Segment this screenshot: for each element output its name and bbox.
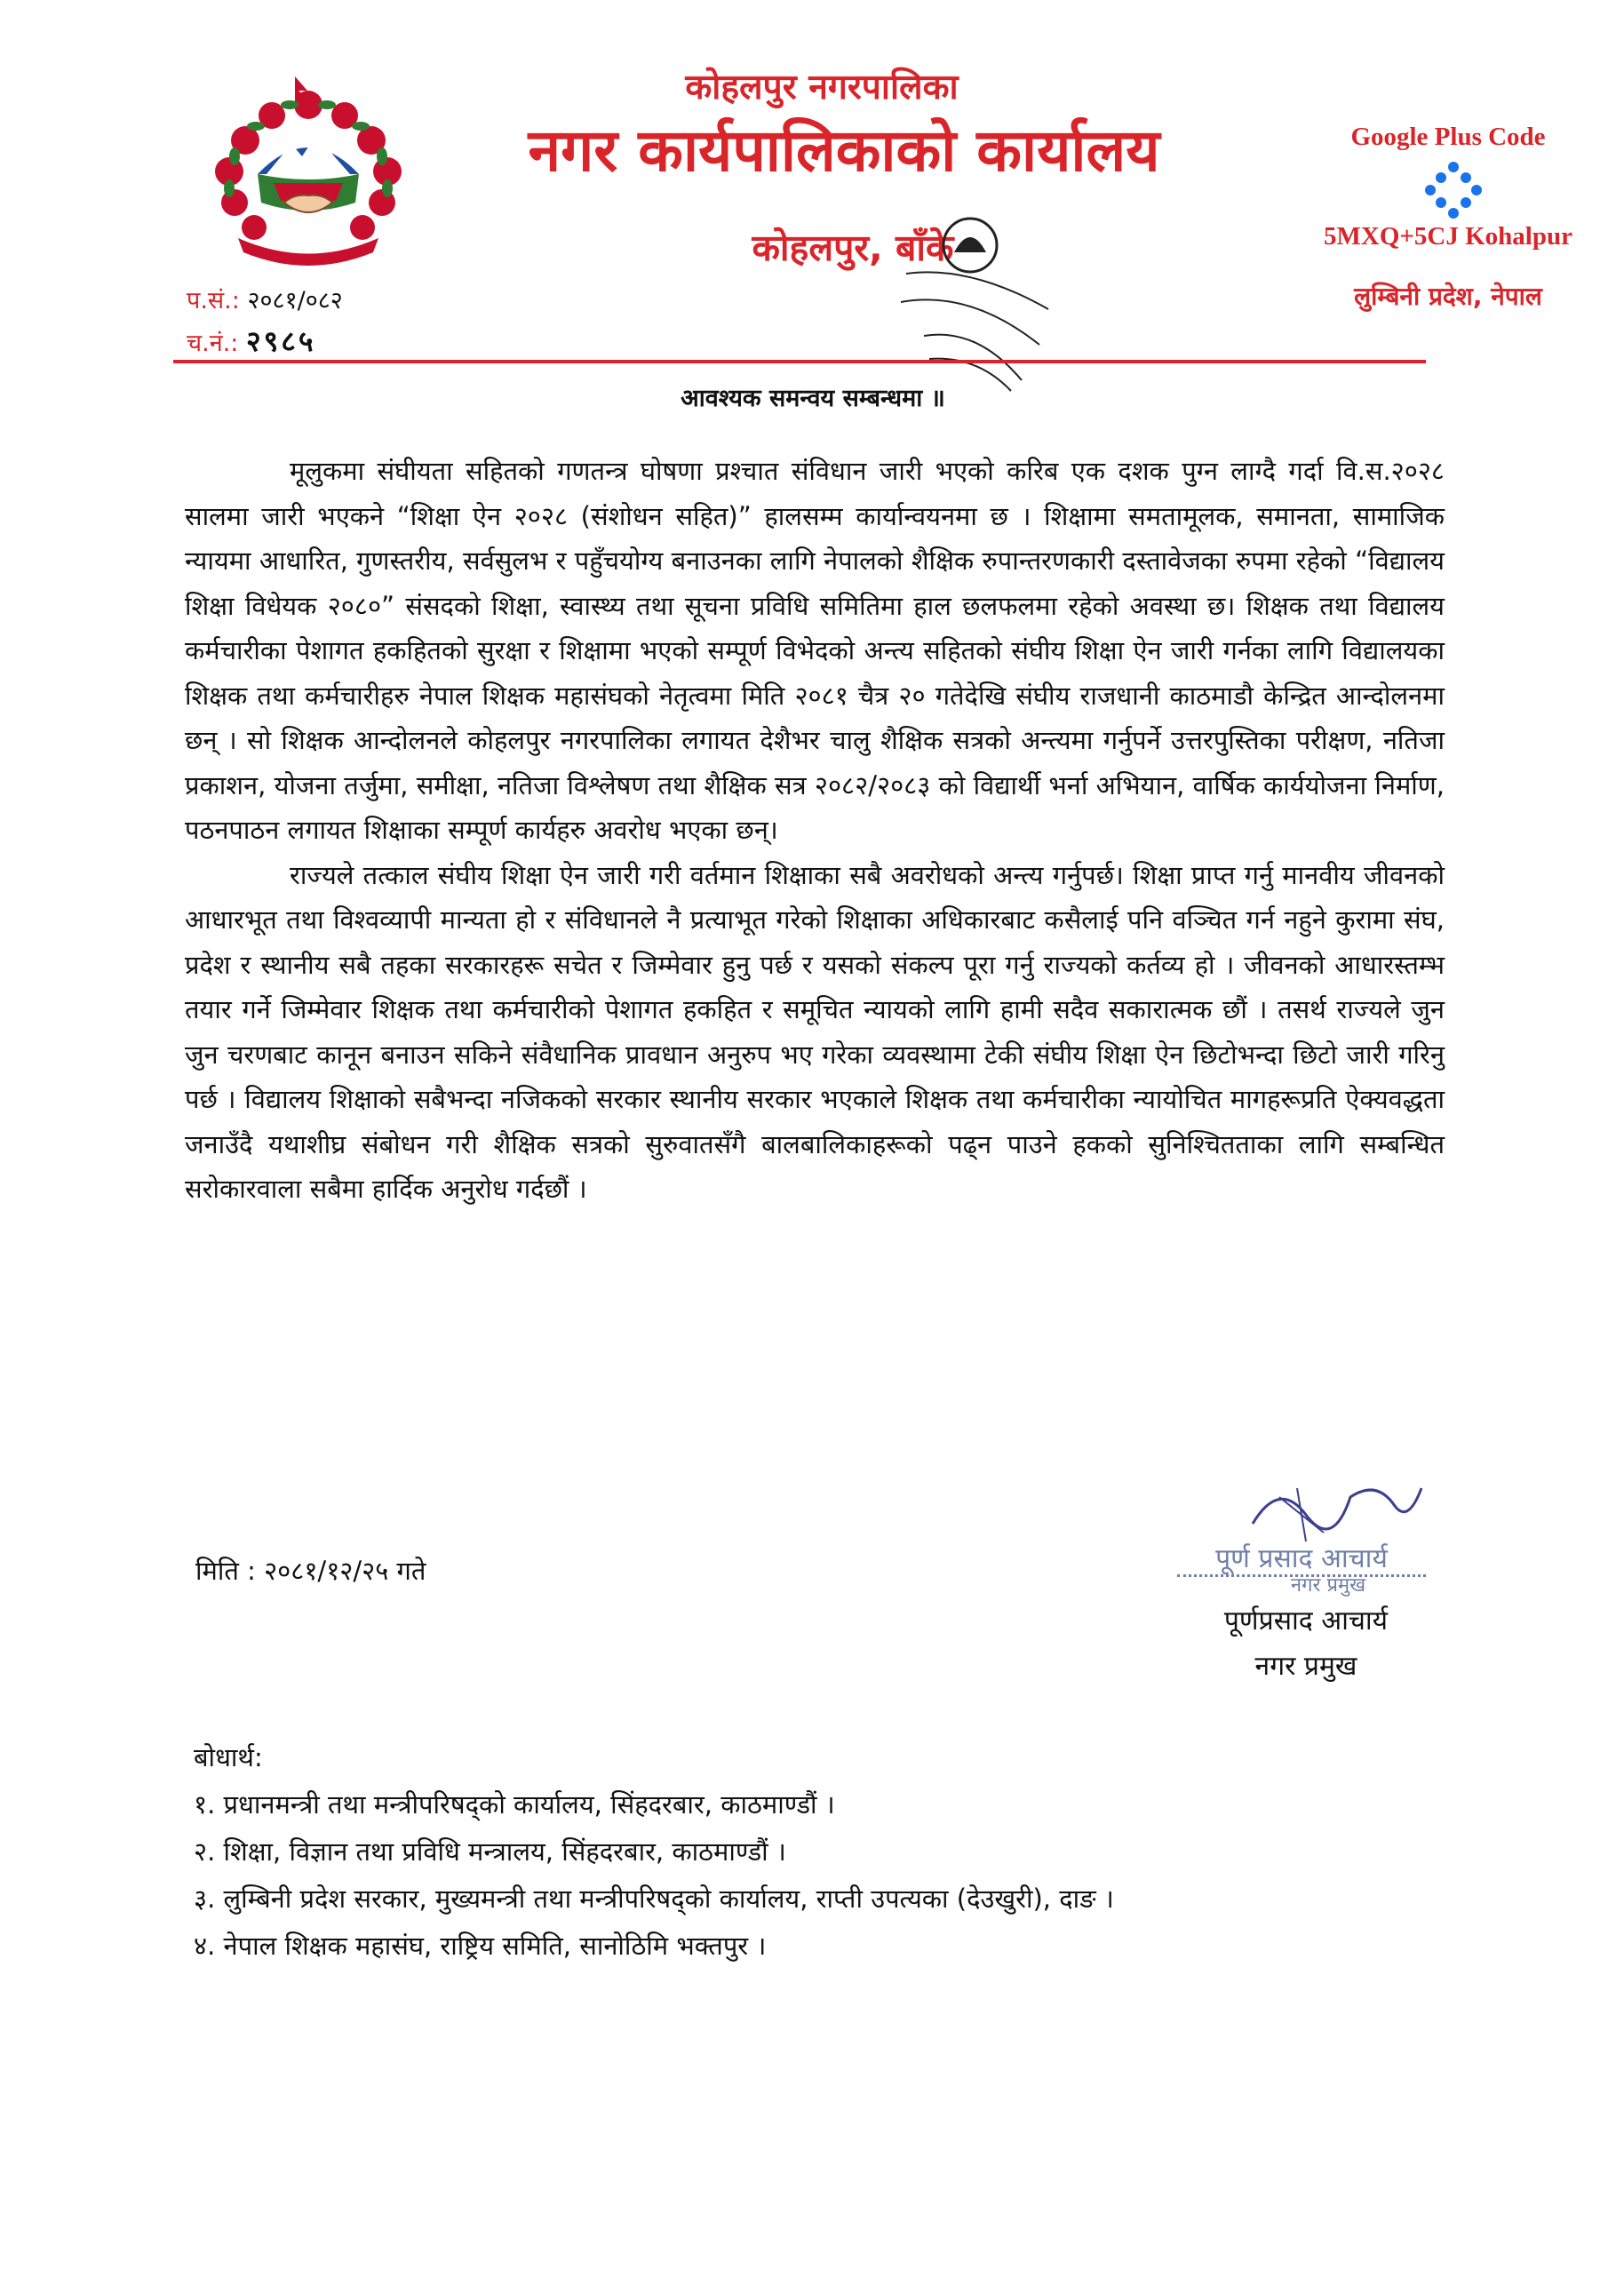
handwritten-signature-icon (1244, 1462, 1430, 1550)
cc-list (194, 1781, 1114, 1970)
header-divider (173, 360, 1426, 363)
plus-code-label: Google Plus Code (1350, 123, 1546, 151)
body-paragraph-1: मूलुकमा संघीयता सहितको गणतन्त्र घोषणा प्रश्चात संविधान जारी भएको करिब एक दशक पुग्न लाग्दै गर्दा वि.स.२०२८ सालमा जारी भएकने “शिक्षा ऐन २०२८ (संशोधन सहित)” हालसम्म कार्यान्वयनमा छ । शिक्षामा समतामूलक, समानता, सामाजिक न्यायमा आधारित, गुणस्तरीय, सर्वसुलभ र पहुँचयोग्य बनाउनका लागि नेपालको शैक्षिक रुपान्तरणकारी दस्तावेजका रुपमा रहेको “विद्यालय शिक्षा विधेयक २०८०” संसदको शिक्षा, स्वास्थ्य तथा सूचना प्रविधि समितिमा हाल छलफलमा रहेको अवस्था छ। शिक्षक तथा विद्यालय कर्मचारीका पेशागत हकहितको सुरक्षा र शिक्षामा भएको सम्पूर्ण विभेदको अन्त्य सहितको संघीय शिक्षा ऐन जारी गर्नका लागि विद्यालयका शिक्षक तथा कर्मचारीहरु नेपाल शिक्षक महासंघको नेतृत्वमा मिति २०८१ चैत्र २० गतेदेखि संघीय राजधानी काठमाडौ केन्द्रित आन्दोलनमा छन् । सो शिक्षक आन्दोलनले कोहलपुर नगरपालिका लगायत देशैभर चालु शैक्षिक सत्रको अन्त्यमा गर्नुपर्ने उत्तरपुस्तिका परीक्षण, नतिजा प्रकाशन, योजना तर्जुमा, समीक्षा, नतिजा विश्लेषण तथा शैक्षिक सत्र २०८२/२०८३ को विद्यार्थी भर्ना अभियान, वार्षिक कार्ययोजना निर्माण, पठनपाठन लगायत शिक्षाका सम्पूर्ण कार्यहरु अवरोध भएका छन्। (185, 456, 1445, 845)
letter-subject: आवश्यक समन्वय सम्बन्धमा ॥ (681, 385, 945, 412)
ref-number-value: २०८१/०८२ (247, 287, 343, 315)
signatory-name: पूर्णप्रसाद आचार्य (1223, 1605, 1389, 1637)
seal-name: पूर्ण प्रसाद आचार्य (1215, 1543, 1388, 1574)
google-plus-code-icon (1421, 158, 1485, 222)
office-stamp-icon (888, 203, 1093, 396)
dispatch-number-label: च.नं.: (187, 330, 239, 357)
office-location: कोहलपुर, बाँके (752, 227, 954, 269)
cc-heading: बोधार्थ: (194, 1742, 263, 1772)
ref-number-label: प.सं.: (187, 287, 240, 315)
ref-number (187, 283, 343, 315)
province-address: लुम्बिनी प्रदेश, नेपाल (1354, 282, 1542, 311)
cc-item: १. प्रधानमन्त्री तथा मन्त्रीपरिषद्को कार्यालय, सिंहदरबार, काठमाण्डौं । (194, 1789, 835, 1820)
cc-item: ३. लुम्बिनी प्रदेश सरकार, मुख्यमन्त्री तथा मन्त्रीपरिषद्को कार्यालय, राप्ती उपत्यका (देउखुरी), दाङ । (194, 1884, 1114, 1914)
office-title: नगर कार्यपालिकाको कार्यालय (528, 116, 1160, 185)
plus-code-value: 5MXQ+5CJ Kohalpur (1324, 222, 1572, 251)
cc-item: २. शिक्षा, विज्ञान तथा प्रविधि मन्त्रालय, सिंहदरबार, काठमाण्डौं । (194, 1836, 786, 1867)
municipality-name: कोहलपुर नगरपालिका (685, 68, 959, 108)
cc-item: ४. नेपाल शिक्षक महासंघ, राष्ट्रिय समिति, सानोठिमि भक्तपुर । (194, 1931, 767, 1961)
letter-body (185, 449, 1445, 1212)
nepal-emblem-icon (203, 69, 414, 272)
letter-date: मिति : २०८१/१२/२५ गते (195, 1556, 426, 1586)
dispatch-number (187, 322, 316, 360)
dispatch-number-value: २९८५ (246, 324, 316, 358)
body-paragraph-2: राज्यले तत्काल संघीय शिक्षा ऐन जारी गरी वर्तमान शिक्षाका सबै अवरोधको अन्त्य गर्नुपर्छ। शिक्षा प्राप्त गर्नु मानवीय जीवनको आधारभूत तथा विश्वव्यापी मान्यता हो र संविधानले नै प्रत्याभूत गरेको शिक्षाका अधिकारबाट कसैलाई पनि वञ्चित गर्न नहुने कुरामा संघ, प्रदेश र स्थानीय सबै तहका सरकारहरू सचेत र जिम्मेवार हुनु पर्छ र यसको संकल्प पूरा गर्नु राज्यको कर्तव्य हो । जीवनको आधारस्तम्भ तयार गर्ने जिम्मेवार शिक्षक तथा कर्मचारीको पेशागत हकहित र समूचित न्यायको लागि हामी सदैव सकारात्मक छौं । तसर्थ राज्यले जुन जुन चरणबाट कानून बनाउन सकिने संवैधानिक प्रावधान अनुरुप भए गरेका व्यवस्थामा टेकी संघीय शिक्षा ऐन छिटोभन्दा छिटो जारी गरिनु पर्छ । विद्यालय शिक्षाको सबैभन्दा नजिकको सरकार स्थानीय सरकार भएकाले शिक्षक तथा कर्मचारीका न्यायोचित मागहरूप्रति ऐक्यवद्धता जनाउँदै यथाशीघ्र संबोधन गरी शैक्षिक सत्रको सुरुवातसँगै बालबालिकाहरूको पढ्न पाउने हकको सुनिश्चितताका लागि सम्बन्धित सरोकारवाला सबैमा हार्दिक अनुरोध गर्दछौं । (185, 859, 1445, 1204)
seal-title: नगर प्रमुख (1290, 1574, 1366, 1597)
signatory-title: नगर प्रमुख (1254, 1651, 1357, 1682)
